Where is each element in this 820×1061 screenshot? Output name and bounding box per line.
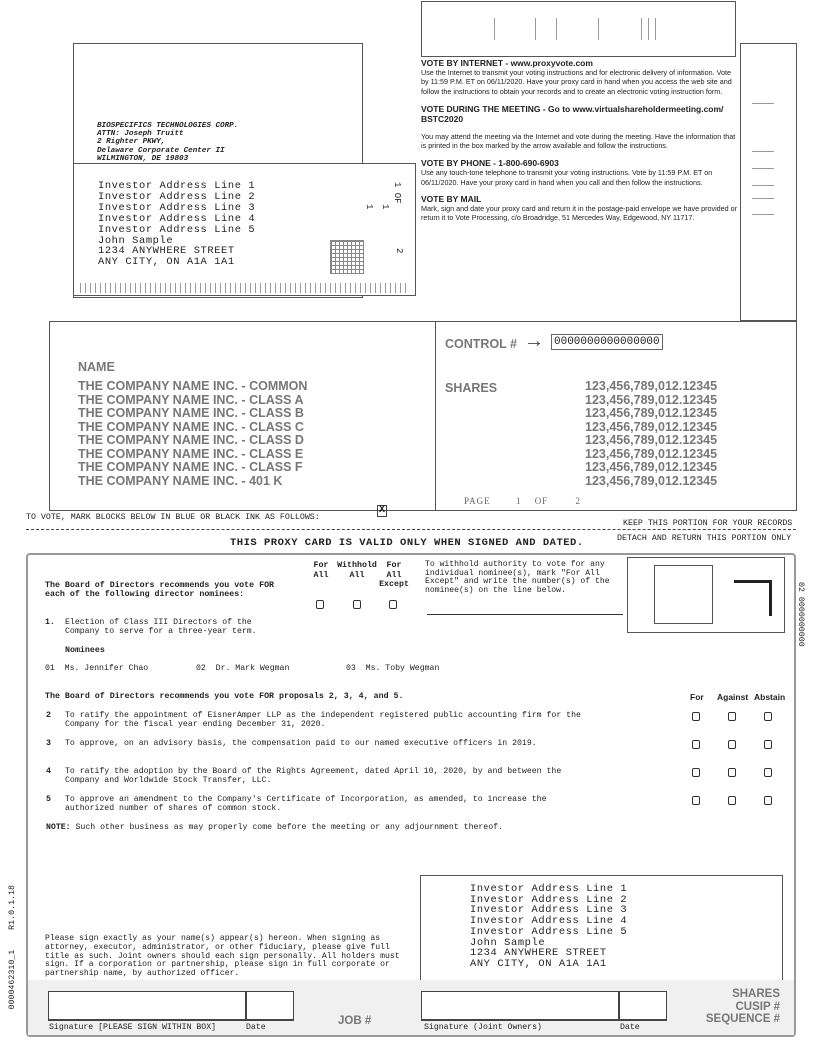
- vote-phone-body: Use any touch-tone telephone to transmit your voting instructions. Vote by 11:59 P.M. ET on 06/11/2020. Have your proxy card in hand when you call and then follow the instructions.: [421, 168, 713, 187]
- col-for-all: For All: [313, 561, 329, 580]
- job-label: JOB #: [338, 1015, 372, 1027]
- postal-barcode: [80, 283, 409, 293]
- vote-mail-body: Mark, sign and date your proxy card and return it in the postage-paid envelope we have provided or return it to Vote Processing, c/o Broadridge, 51 Mercedes Way, Edgewood, NY 11717.: [421, 204, 738, 223]
- col-for-all-except: For All Except: [379, 561, 409, 589]
- proposal-text: To approve an amendment to the Company's Certificate of Incorporation, as amended, to increase the authorized number of shares of common stock.: [65, 795, 547, 813]
- sheet-code: 1 OF: [392, 182, 402, 204]
- company-list: [78, 380, 307, 488]
- proposal-5-for-checkbox[interactable]: [692, 796, 700, 805]
- joint-signature-box[interactable]: [421, 991, 619, 1021]
- control-label: CONTROL #: [445, 337, 517, 351]
- keep-portion-text: KEEP THIS PORTION FOR YOUR RECORDS: [623, 519, 793, 528]
- col-proposal-abstain: Abstain: [754, 692, 786, 702]
- proposal-4-abstain-checkbox[interactable]: [764, 768, 772, 777]
- cusip-label: CUSIP #: [735, 1000, 780, 1013]
- voting-instructions: [421, 58, 739, 228]
- proposals-heading: The Board of Directors recommends you vote FOR proposals 2, 3, 4, and 5.: [45, 692, 404, 701]
- for-all-except-checkbox[interactable]: [389, 600, 397, 609]
- vote-internet-body: Use the Internet to transmit your voting instructions and for electronic delivery of information. Vote by 11:59 P.M. ET on 06/11/2020. Have your proxy card in hand when you access the web site and follow the instructions to obtain your records and to create an electronic voting instruction form.: [421, 68, 732, 96]
- date-box[interactable]: [246, 991, 294, 1021]
- proposal-5-abstain-checkbox[interactable]: [764, 796, 772, 805]
- company-name: THE COMPANY NAME INC. - CLASS A: [78, 392, 304, 407]
- signature-box[interactable]: [48, 991, 246, 1021]
- withhold-all-checkbox[interactable]: [353, 600, 361, 609]
- proposal-2-for-checkbox[interactable]: [692, 712, 700, 721]
- card-references: [690, 988, 780, 1026]
- share-value: 123,456,789,012.12345: [585, 392, 718, 407]
- investor-address-window: [73, 163, 416, 296]
- item1-text: Election of Class III Directors of the Company to serve for a three-year term.: [65, 618, 257, 636]
- proposal-number: 5: [46, 795, 51, 804]
- vote-phone-title: VOTE BY PHONE - 1-800-690-6903: [421, 158, 559, 169]
- vote-meeting-title: VOTE DURING THE MEETING - Go to www.virtualshareholdermeeting.com/ BSTC2020: [421, 103, 724, 124]
- share-values: [585, 380, 717, 488]
- proposal-2-abstain-checkbox[interactable]: [764, 712, 772, 721]
- corner-mark-icon: [734, 580, 772, 616]
- proposal-4-against-checkbox[interactable]: [728, 768, 736, 777]
- share-value: 123,456,789,012.12345: [585, 379, 718, 393]
- col-withhold-all: Withhold All: [337, 561, 377, 580]
- share-value: 123,456,789,012.12345: [585, 460, 718, 474]
- proposal-5-against-checkbox[interactable]: [728, 796, 736, 805]
- note-text: Such other business as may properly come before the meeting or any adjournment thereof.: [75, 823, 503, 832]
- joint-date-label: Date: [620, 1023, 640, 1032]
- shares-label: SHARES: [445, 381, 498, 395]
- share-value: 123,456,789,012.12345: [585, 473, 718, 488]
- shares-ref-label: SHARES: [732, 988, 780, 1000]
- right-stub-panel: [740, 43, 797, 321]
- for-all-checkbox[interactable]: [316, 600, 324, 609]
- withhold-instruction: To withhold authority to vote for any individual nominee(s), mark "For All Except" and write the number(s) of the nominee(s) on the line below.: [425, 560, 610, 595]
- joint-date-box[interactable]: [619, 991, 667, 1021]
- company-name: THE COMPANY NAME INC. - CLASS F: [78, 460, 303, 474]
- col-proposal-against: Against: [717, 692, 749, 702]
- barcode-box: [654, 565, 713, 624]
- note-label: NOTE:: [46, 823, 71, 832]
- company-name: THE COMPANY NAME INC. - 401 K: [78, 473, 283, 488]
- proposal-2-against-checkbox[interactable]: [728, 712, 736, 721]
- return-address: BIOSPECIFICS TECHNOLOGIES CORP. ATTN: Joseph Truitt 2 Righter PKWY, Delaware Corporate Center II WILMINGTON, DE 19803: [97, 122, 239, 163]
- proposal-number: 3: [46, 739, 51, 748]
- mark-instruction: TO VOTE, MARK BLOCKS BELOW IN BLUE OR BLACK INK AS FOLLOWS:: [26, 513, 320, 522]
- sequence-code-b: 1: [364, 204, 374, 210]
- valid-notice: THIS PROXY CARD IS VALID ONLY WHEN SIGNED AND DATED.: [230, 537, 584, 549]
- vote-internet-title: VOTE BY INTERNET - www.proxyvote.com: [421, 58, 593, 68]
- page-total-code: 2: [394, 248, 404, 254]
- grid-mark-icon: [330, 240, 364, 274]
- date-label: Date: [246, 1023, 266, 1032]
- barcode-frame: [627, 557, 785, 633]
- detach-portion-text: DETACH AND RETURN THIS PORTION ONLY: [617, 534, 792, 543]
- card-address-box: [420, 875, 783, 981]
- nominee: 02 Dr. Mark Wegman: [196, 664, 290, 673]
- proposal-3-abstain-checkbox[interactable]: [764, 740, 772, 749]
- company-name: THE COMPANY NAME INC. - CLASS C: [78, 419, 304, 434]
- detach-line: [26, 529, 796, 530]
- proposal-text: To ratify the appointment of EisnerAmper LLP as the independent registered public accounting firm for the Company for the fiscal year ending December 31, 2020.: [65, 711, 581, 729]
- item1-number: 1.: [45, 618, 55, 627]
- name-label: NAME: [78, 360, 115, 374]
- side-code-left: 0000462310_1 R1.0.1.18: [8, 885, 17, 1010]
- share-value: 123,456,789,012.12345: [585, 446, 718, 461]
- mark-example-icon: X: [379, 505, 386, 516]
- share-value: 123,456,789,012.12345: [585, 406, 718, 420]
- sequence-label: SEQUENCE #: [705, 1013, 780, 1025]
- proposal-number: 4: [46, 767, 51, 776]
- vote-mail-title: VOTE BY MAIL: [421, 194, 482, 205]
- vote-meeting-body: You may attend the meeting via the Internet and vote during the meeting. Have the information that is printed in the box marked by the arrow available and follow the instructions.: [421, 131, 736, 151]
- proposal-text: To approve, on an advisory basis, the compensation paid to our named executive officers in 2019.: [65, 739, 537, 748]
- top-barcode-box: [421, 1, 736, 57]
- company-name: THE COMPANY NAME INC. - CLASS E: [78, 446, 304, 461]
- director-heading: The Board of Directors recommends you vote FOR each of the following director nominees:: [45, 581, 275, 599]
- sequence-code-a: 1: [380, 204, 390, 210]
- nominee: 03 Ms. Toby Wegman: [346, 664, 440, 673]
- arrow-right-icon: →: [524, 330, 544, 352]
- proposal-number: 2: [46, 711, 51, 720]
- card-investor-address: Investor Address Line 1 Investor Address Line 2 Investor Address Line 3 Investor Address Line 4 Investor Address Line 5 John Sample 1234 ANYWHERE STREET ANY CITY, ON A1A 1A1: [470, 883, 628, 970]
- holdings-panel: [49, 321, 797, 511]
- col-proposal-for: For: [690, 692, 704, 702]
- note: [46, 823, 503, 832]
- company-name: THE COMPANY NAME INC. - CLASS D: [78, 433, 304, 447]
- share-value: 123,456,789,012.12345: [585, 419, 718, 434]
- proposal-3-against-checkbox[interactable]: [728, 740, 736, 749]
- proposal-text: To ratify the adoption by the Board of the Rights Agreement, dated April 10, 2020, by and between the Company and Worldwide Stock Transfer, LLC.: [65, 767, 562, 785]
- company-name: THE COMPANY NAME INC. - CLASS B: [78, 406, 304, 420]
- company-name: THE COMPANY NAME INC. - COMMON: [78, 379, 308, 393]
- signature-label: Signature [PLEASE SIGN WITHIN BOX]: [49, 1023, 217, 1032]
- control-number: 0000000000000000: [551, 334, 663, 350]
- proposal-4-for-checkbox[interactable]: [692, 768, 700, 777]
- nominee: 01 Ms. Jennifer Chao: [45, 664, 149, 673]
- page-indicator: PAGE 1 OF 2: [464, 496, 581, 506]
- proposal-3-for-checkbox[interactable]: [692, 740, 700, 749]
- sign-instruction: Please sign exactly as your name(s) appear(s) hereon. When signing as attorney, executor, administrator, or other fiduciary, please give full title as such. Joint owners should each sign personally. All holders must sign. If a corporation or partnership, please sign in full corporate or partnership name, by authorized officer.: [45, 934, 400, 979]
- share-value: 123,456,789,012.12345: [585, 433, 718, 447]
- nominee-number-input[interactable]: [427, 614, 623, 615]
- side-code-right: 02 0000000000: [796, 582, 805, 647]
- joint-signature-label: Signature (Joint Owners): [424, 1023, 542, 1032]
- investor-address: Investor Address Line 1 Investor Address Line 2 Investor Address Line 3 Investor Address Line 4 Investor Address Line 5 John Sample 1234 ANYWHERE STREET ANY CITY, ON A1A 1A1: [98, 180, 256, 269]
- nominees-label: Nominees: [65, 646, 105, 655]
